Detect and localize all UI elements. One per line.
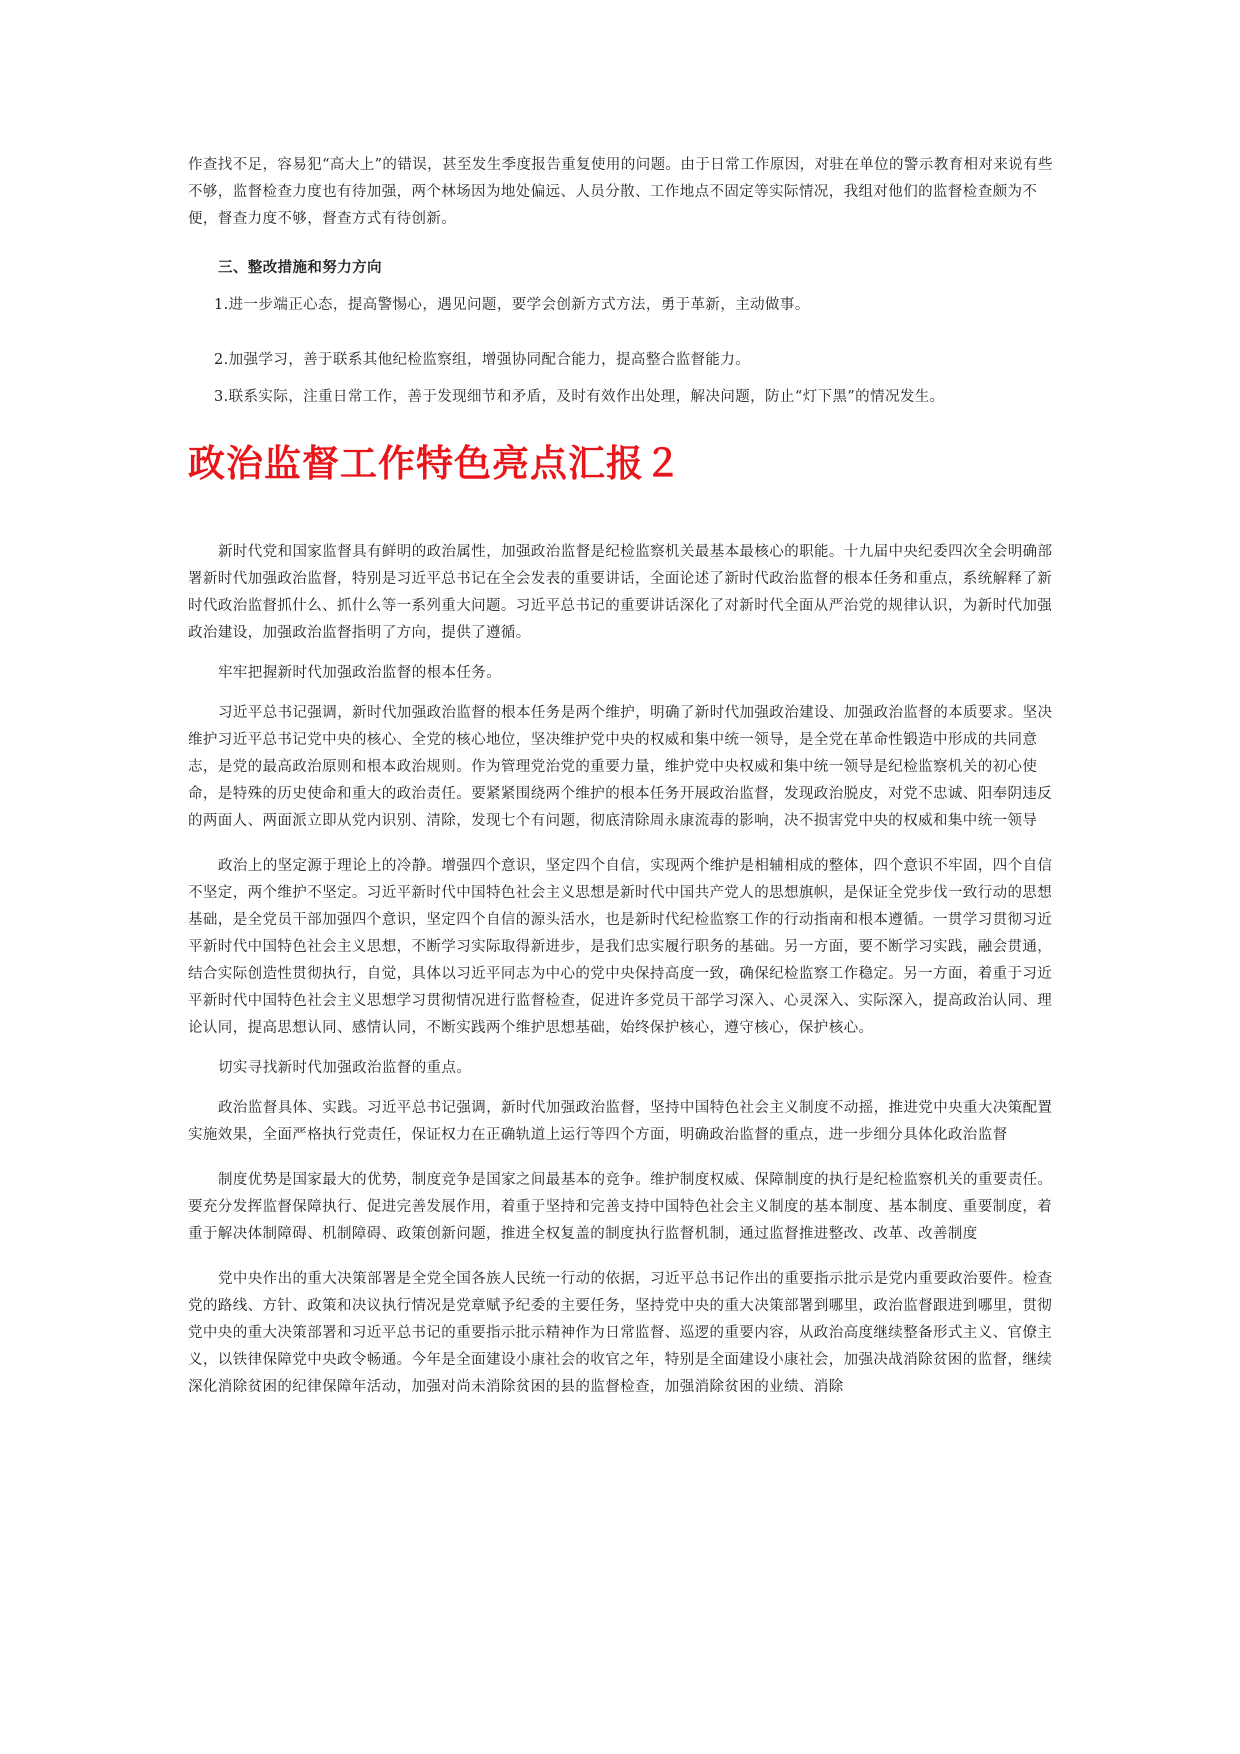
document-body (188, 152, 1054, 1401)
body-paragraph: 党中央作出的重大决策部署是全党全国各族人民统一行动的依据，习近平总书记作出的重要指示批示是党内重要政治要件。检查党的路线、方针、政策和决议执行情况是党章赋予纪委的主要任务，坚持党中央的重大决策部署到哪里，政治监督跟进到哪里，贯彻党中央的重大决策部署和习近平总书记的重要指示批示精神作为日常监督、巡逻的重要内容，从政治高度继续整备形式主义、官僚主义，以铁律保障党中央政令畅通。今年是全面建设小康社会的收官之年，特别是全面建设小康社会，加强决战消除贫困的监督，继续深化消除贫困的纪律保障年活动，加强对尚未消除贫困的县的监督检查，加强消除贫困的业绩、消除 (188, 1271, 1053, 1395)
body-paragraph: 政治监督具体、实践。习近平总书记强调，新时代加强政治监督，坚持中国特色社会主义制度不动摇，推进党中央重大决策配置实施效果，全面严格执行党责任，保证权力在正确轨道上运行等四个方面，明确政治监督的重点，进一步细分具体化政治监督 (188, 1100, 1053, 1143)
body-paragraph: 牢牢把握新时代加强政治监督的根本任务。 (218, 665, 502, 681)
body-paragraph: 制度优势是国家最大的优势，制度竞争是国家之间最基本的竞争。维护制度权威、保障制度的执行是纪检监察机关的重要责任。要充分发挥监督保障执行、促进完善发展作用，着重于坚持和完善支持中国特色社会主义制度的基本制度、基本制度、重要制度，着重于解决体制障碍、机制障碍、政策创新问题，推进全权复盖的制度执行监督机制，通过监督推进整改、改革、改善制度 (188, 1172, 1053, 1242)
page-title: 政治监督工作特色亮点汇报２ (188, 442, 682, 485)
list-item: 2.加强学习，善于联系其他纪检监察组，增强协同配合能力，提高整合监督能力。 (214, 352, 751, 368)
body-paragraph: 政治上的坚定源于理论上的冷静。增强四个意识，坚定四个自信，实现两个维护是相辅相成的整体，四个意识不牢固，四个自信不坚定，两个维护不坚定。习近平新时代中国特色社会主义思想是新时代中国共产党人的思想旗帜，是保证全党步伐一致行动的思想基础，是全党员干部加强四个意识，坚定四个自信的源头活水，也是新时代纪检监察工作的行动指南和根本遵循。一贯学习贯彻习近平新时代中国特色社会主义思想，不断学习实际取得新进步，是我们忠实履行职务的基础。另一方面，要不断学习实践，融会贯通，结合实际创造性贯彻执行，自觉，具体以习近平同志为中心的党中央保持高度一致，确保纪检监察工作稳定。另一方面，着重于习近平新时代中国特色社会主义思想学习贯彻情况进行监督检查，促进许多党员干部学习深入、心灵深入、实际深入，提高政治认同、理论认同，提高思想认同、感情认同，不断实践两个维护思想基础，始终保护核心，遵守核心，保护核心。 (188, 858, 1053, 1036)
list-item: 3.联系实际，注重日常工作，善于发现细节和矛盾，及时有效作出处理，解决问题，防止“灯下黑”的情况发生。 (214, 389, 945, 405)
body-paragraph: 习近平总书记强调，新时代加强政治监督的根本任务是两个维护，明确了新时代加强政治建设、加强政治监督的本质要求。坚决维护习近平总书记党中央的核心、全党的核心地位，坚决维护党中央的权威和集中统一领导，是全党在革命性锻造中形成的共同意志，是党的最高政治原则和根本政治规则。作为管理党治党的重要力量，维护党中央权威和集中统一领导是纪检监察机关的初心使命，是特殊的历史使命和重大的政治责任。要紧紧围绕两个维护的根本任务开展政治监督，发现政治脱皮，对党不忠诚、阳奉阴违反的两面人、两面派立即从党内识别、清除，发现七个有问题，彻底清除周永康流毒的影响，决不损害党中央的权威和集中统一领导 (188, 705, 1053, 829)
top-paragraph: 作查找不足，容易犯“高大上”的错误，甚至发生季度报告重复使用的问题。由于日常工作原因，对驻在单位的警示教育相对来说有些不够，监督检查力度也有待加强，两个林场因为地处偏远、人员分散、工作地点不固定等实际情况，我组对他们的监督检查颇为不便，督查力度不够，督查方式有待创新。 (188, 157, 1053, 227)
section-3-heading: 三、整改措施和努力方向 (218, 260, 382, 276)
body-paragraph: 新时代党和国家监督具有鲜明的政治属性，加强政治监督是纪检监察机关最基本最核心的职能。十九届中央纪委四次全会明确部署新时代加强政治监督，特别是习近平总书记在全会发表的重要讲话，全面论述了新时代政治监督的根本任务和重点，系统解释了新时代政治监督抓什么、抓什么等一系列重大问题。习近平总书记的重要讲话深化了对新时代全面从严治党的规律认识，为新时代加强政治建设，加强政治监督指明了方向，提供了遵循。 (188, 544, 1053, 641)
list-item: 1.进一步端正心态，提高警惕心，遇见问题，要学会创新方式方法，勇于革新，主动做事。 (214, 297, 810, 313)
body-paragraph: 切实寻找新时代加强政治监督的重点。 (218, 1060, 472, 1076)
